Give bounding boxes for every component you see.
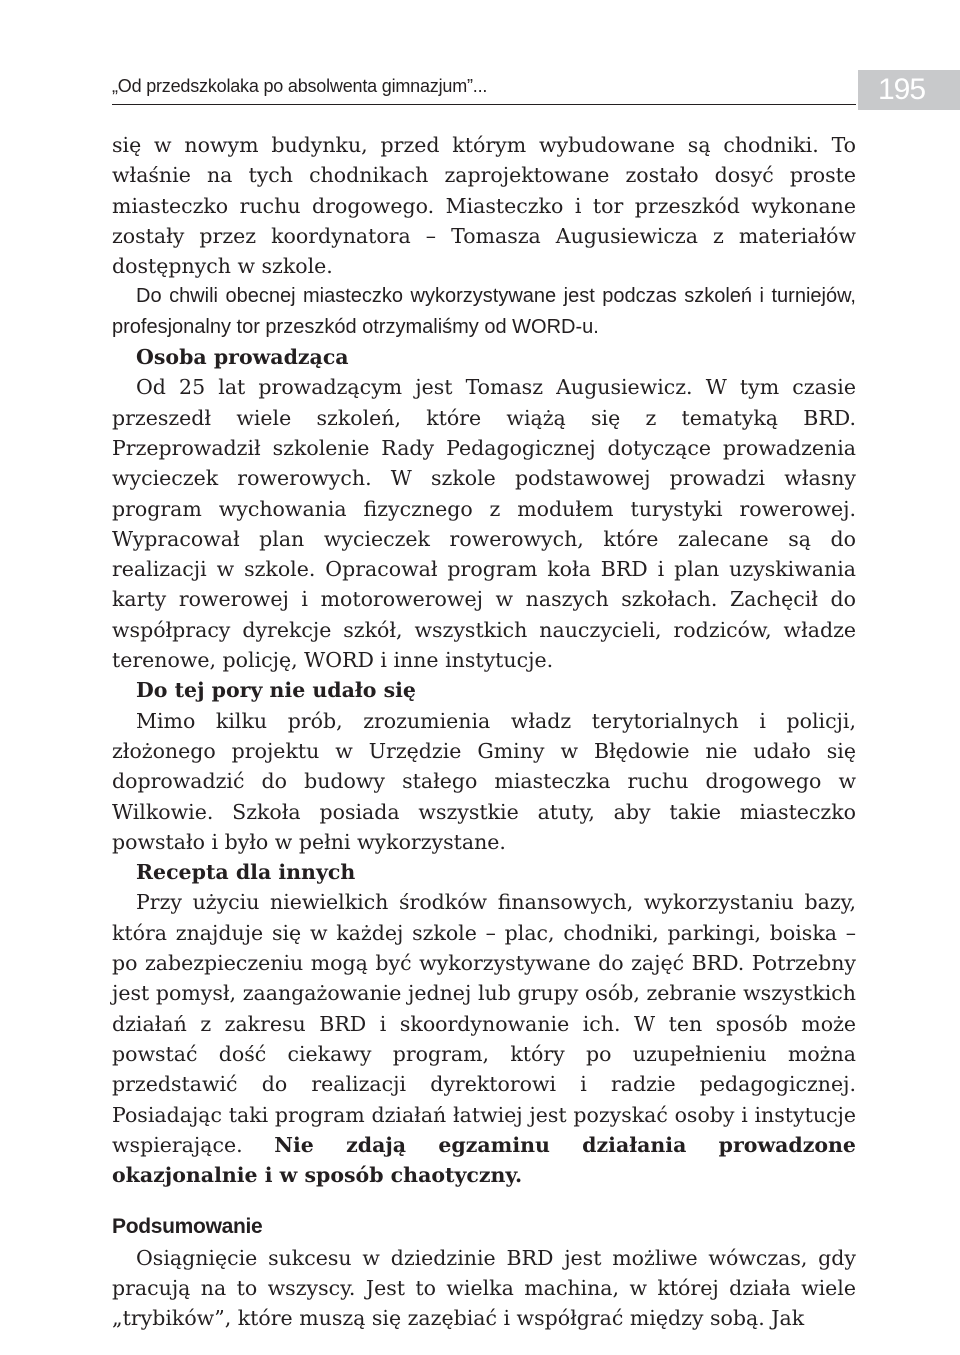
running-header-title: „Od przedszkolaka po absolwenta gimnazjum”...	[112, 76, 488, 96]
paragraph-leader: Od 25 lat prowadzącym jest Tomasz Augusiewicz. W tym czasie przeszedł wiele szkoleń, które wiążą się z tematyką BRD. Przeprowadził szkolenie Rady Pedagogicznej dotyczące prowadzenia wycieczek rowerowych. W szkole podstawowej prowadzi własny program wychowania fizycznego z modułem turystyki rowerowej. Wypracował plan wycieczek rowerowych, które zalecane są do realizacji w szkole. Opracował program koła BRD i plan uzyskiwania karty rowerowej i motorowerowej w naszych szkołach. Zachęcił do współpracy dyrekcje szkół, wszystkich nauczycieli, rodziców, władze terenowe, policję, WORD i inne instytucje.	[112, 375, 856, 673]
subheading-recipe: Recepta dla innych	[136, 860, 356, 885]
page-number: 195	[858, 70, 960, 110]
section-heading-summary: Podsumowanie	[112, 1215, 263, 1239]
page-body	[112, 130, 856, 1334]
paragraph-current-use: Do chwili obecnej miasteczko wykorzystywane jest podczas szkoleń i turniejów, profesjonalny tor przeszkód otrzymaliśmy od WORD-u.	[112, 285, 856, 338]
paragraph-summary: Osiągnięcie sukcesu w dziedzinie BRD jest możliwe wówczas, gdy pracują na to wszyscy. Jest to wielka machina, w której działa wiele „trybików”, które muszą się zazębiać i współgrać między sobą. Jak	[112, 1245, 856, 1331]
paragraph-recipe-text: Przy użyciu niewielkich środków finansowych, wykorzystaniu bazy, która znajduje się w każdej szkole – plac, chodniki, parkingi, boiska – po zabezpieczeniu mogą być wykorzystywane do zajęć BRD. Potrzebny jest pomysł, zaangażowanie jednej lub grupy osób, zebranie wszystkich działań z zakresu BRD i skoordynowanie ich. W ten sposób może powstać dość ciekawy program, który po uzupełnieniu można przedstawić do realizacji dyrektorowi i radzie pedagogicznej. Posiadając taki program działań łatwiej jest pozyskać osoby i instytucje wspierające.	[112, 890, 856, 1157]
paragraph-not-achieved: Mimo kilku prób, zrozumienia władz terytorialnych i policji, złożonego projektu w Urzędzie Gminy w Błędowie nie udało się doprowadzić do budowy stałego miasteczka ruchu drogowego w Wilkowie. Szkoła posiada wszystkie atuty, aby takie miasteczko powstało i było w pełni wykorzystane.	[112, 708, 856, 854]
running-header	[112, 70, 856, 105]
subheading-leader: Osoba prowadząca	[136, 345, 349, 370]
subheading-not-achieved: Do tej pory nie udało się	[136, 678, 416, 703]
paragraph-intro: się w nowym budynku, przed którym wybudowane są chodniki. To właśnie na tych chodnikach zaprojektowane zostało dosyć proste miasteczko ruchu drogowego. Miasteczko i tor przeszkód wykonane zostały przez koordynatora – Tomasza Augusiewicza z materiałów dostępnych w szkole.	[112, 133, 856, 279]
paragraph-recipe	[112, 887, 856, 1190]
paragraph-recipe-emphasis: Nie zdają egzaminu działania prowadzone okazjonalnie i w sposób chaotyczny.	[112, 1132, 856, 1188]
